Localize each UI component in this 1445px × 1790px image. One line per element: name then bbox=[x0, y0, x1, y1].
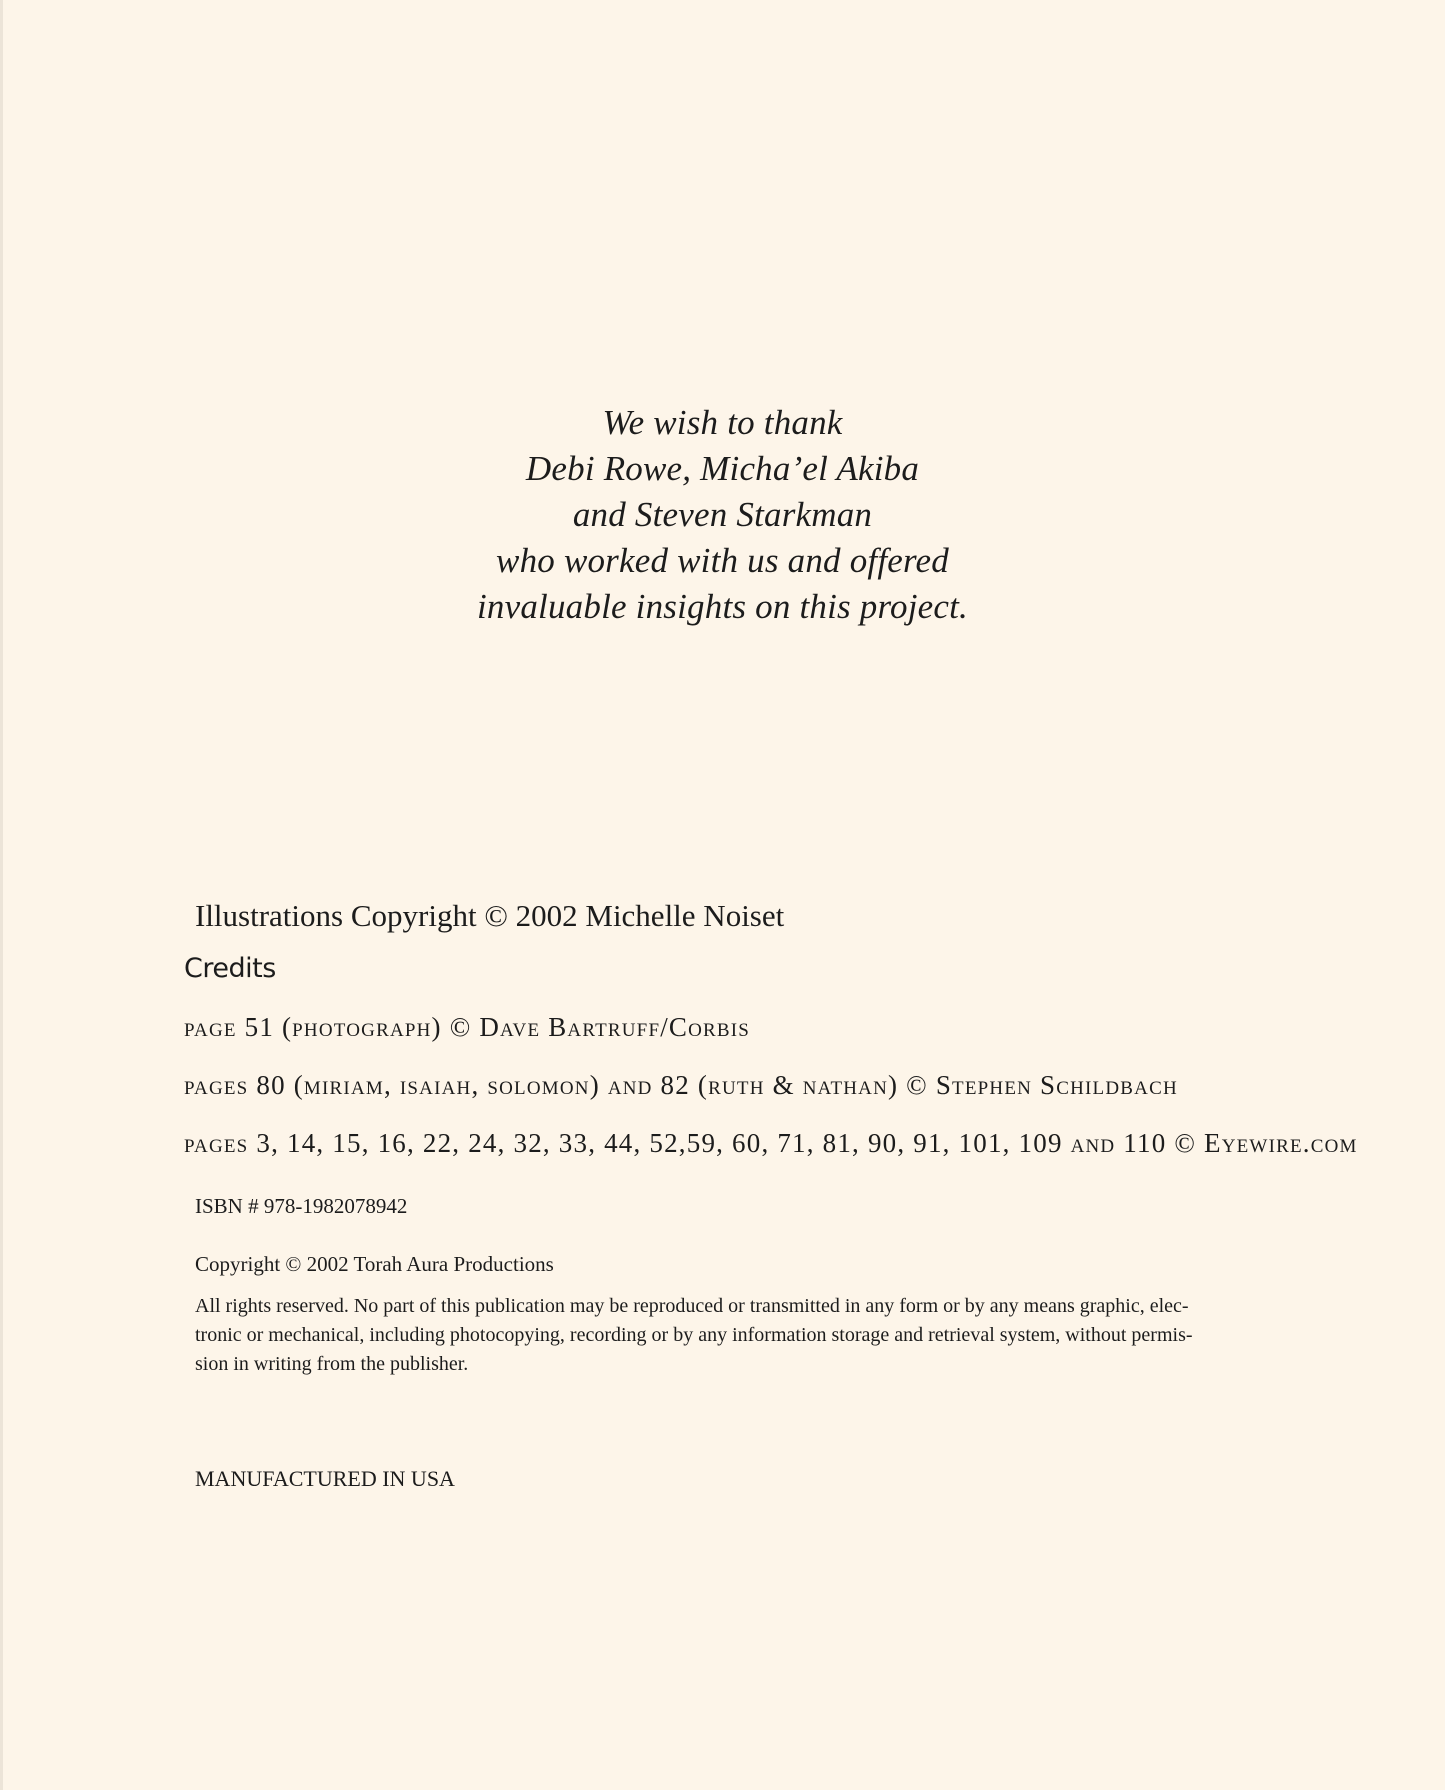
rights-line: All rights reserved. No part of this publication may be reproduced or transmitted in any form or by any means graphic, elec- bbox=[195, 1295, 1189, 1317]
acknowledgment-block bbox=[0, 400, 1445, 630]
illustrations-credit: Illustrations Copyright © 2002 Michelle Noiset bbox=[195, 898, 785, 933]
rights-notice bbox=[195, 1292, 1193, 1379]
credit-item: pages 3, 14, 15, 16, 22, 24, 32, 33, 44, 52,59, 60, 71, 81, 90, 91, 101, 109 and 110 © Eyewire.com bbox=[184, 1128, 1358, 1158]
rights-line: tronic or mechanical, including photocopying, recording or by any information storage and retrieval system, without permis- bbox=[195, 1324, 1193, 1346]
manufactured-in: MANUFACTURED IN USA bbox=[195, 1466, 455, 1491]
acknowledgment-line: and Steven Starkman bbox=[572, 495, 873, 534]
acknowledgment-line: invaluable insights on this project. bbox=[476, 587, 968, 626]
page-edge bbox=[0, 0, 3, 1790]
acknowledgment-line: We wish to thank bbox=[602, 403, 843, 442]
acknowledgment-line: who worked with us and offered bbox=[496, 541, 949, 580]
rights-line: sion in writing from the publisher. bbox=[195, 1353, 469, 1375]
credit-item: page 51 (photograph) © Dave Bartruff/Corbis bbox=[184, 1012, 751, 1042]
credits-heading: Credits bbox=[184, 953, 276, 984]
isbn: ISBN # 978-1982078942 bbox=[195, 1194, 408, 1218]
acknowledgment-line: Debi Rowe, Micha’el Akiba bbox=[525, 449, 920, 488]
credit-item: pages 80 (miriam, isaiah, solomon) and 82 (ruth & nathan) © Stephen Schildbach bbox=[184, 1070, 1178, 1100]
copyright-notice: Copyright © 2002 Torah Aura Productions bbox=[195, 1252, 554, 1276]
